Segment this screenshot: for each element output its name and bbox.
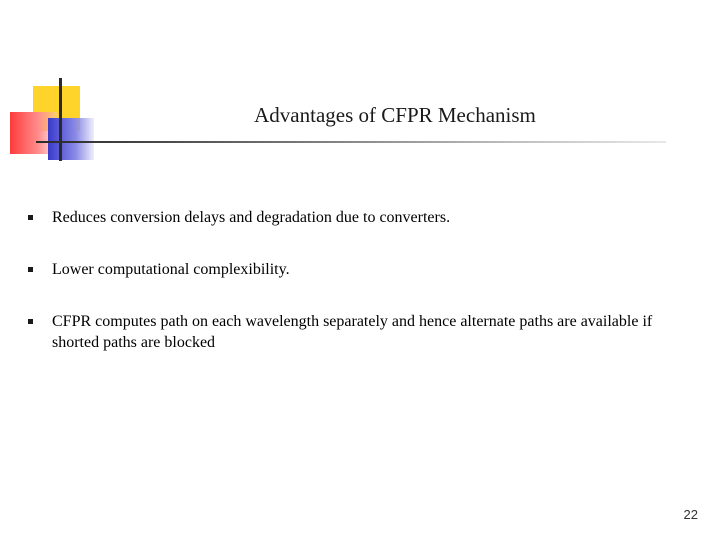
slide-title: Advantages of CFPR Mechanism	[254, 103, 536, 127]
blue-square-decoration	[48, 118, 94, 160]
square-bullet-icon	[28, 319, 33, 324]
decorative-logo	[0, 0, 120, 170]
square-bullet-icon	[28, 215, 33, 220]
vertical-rule	[59, 78, 62, 161]
page-number: 22	[683, 507, 698, 522]
title-underline-rule	[36, 141, 666, 143]
bullet-text: Lower computational complexibility.	[52, 261, 290, 278]
bullet-item	[22, 259, 682, 280]
bullet-text: CFPR computes path on each wavelength separately and hence alternate paths are available if shorted paths are blocked	[52, 313, 653, 351]
bullet-list	[22, 207, 682, 353]
bullet-text: Reduces conversion delays and degradation due to converters.	[52, 209, 451, 226]
bullet-item	[22, 311, 682, 353]
square-bullet-icon	[28, 267, 33, 272]
bullet-item	[22, 207, 682, 228]
